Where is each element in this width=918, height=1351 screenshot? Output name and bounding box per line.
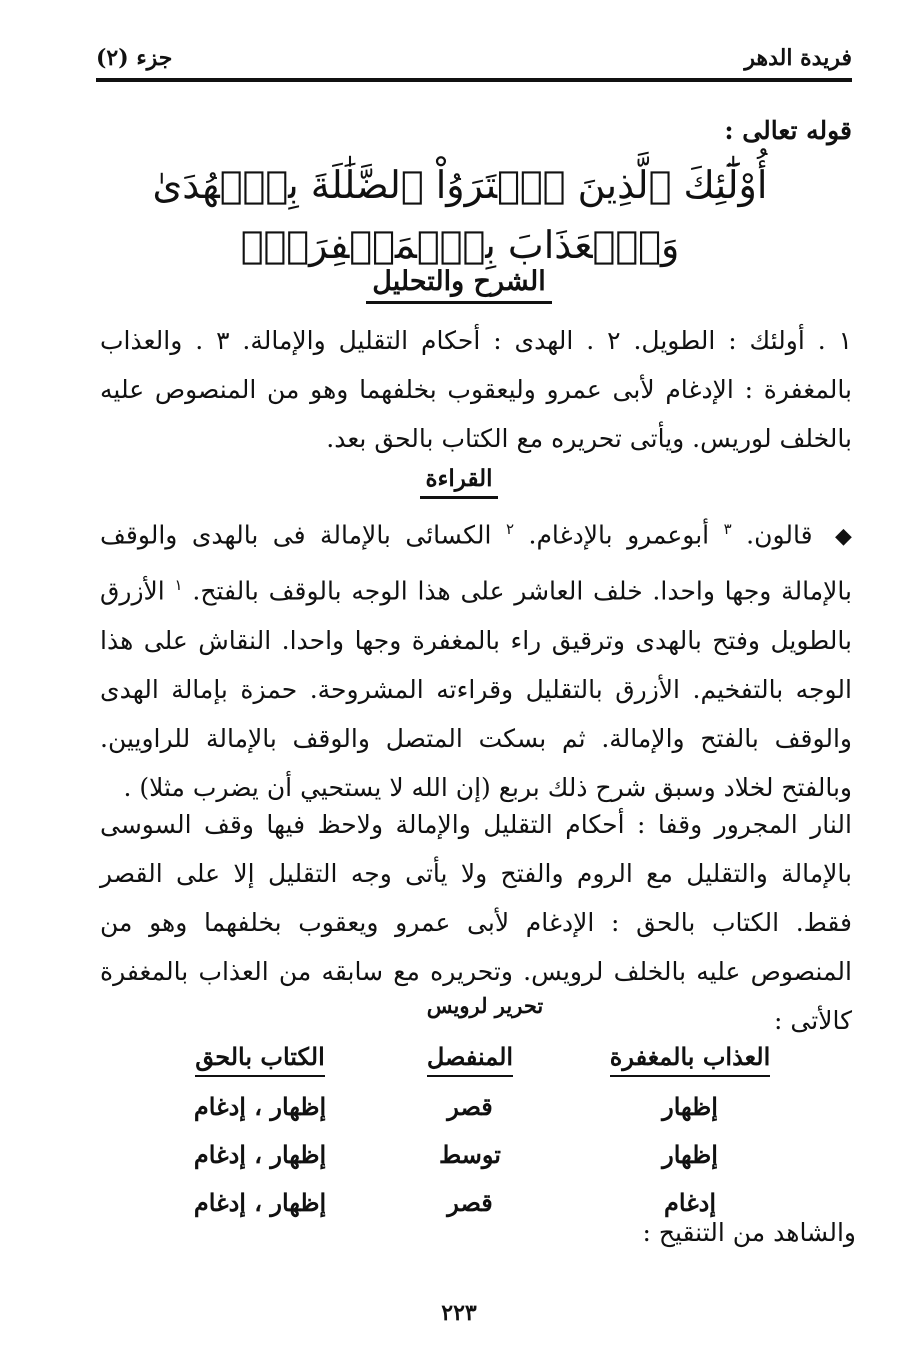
diamond-bullet-icon: ◆ bbox=[835, 524, 852, 550]
section-heading-explanation-text: الشرح والتحليل bbox=[366, 266, 551, 304]
table-cell: إظهار ، إدغام bbox=[193, 1187, 327, 1217]
table-cell: إظهار bbox=[662, 1091, 718, 1121]
header-text: الكتاب بالحق bbox=[195, 1042, 325, 1077]
table-caption: تحرير لرويس bbox=[426, 993, 544, 1018]
table-cell: إظهار bbox=[662, 1139, 718, 1169]
table-cell: إدغام bbox=[663, 1187, 717, 1217]
reading-paragraph bbox=[100, 505, 852, 812]
table-cell: قصر bbox=[447, 1091, 493, 1121]
intro-label: قوله تعالى : bbox=[724, 116, 852, 145]
table-cell: إظهار ، إدغام bbox=[193, 1091, 327, 1121]
table-header bbox=[150, 1042, 370, 1071]
book-title: فريدة الدهر bbox=[744, 45, 852, 71]
table-row bbox=[150, 1082, 810, 1130]
section-heading-reading bbox=[0, 465, 918, 492]
section-heading-explanation bbox=[0, 266, 918, 297]
table-cell: إظهار ، إدغام bbox=[193, 1139, 327, 1169]
note-paragraph: النار المجرور وقفا : أحكام التقليل والإمالة ولاحظ فيها وقف السوسى بالإمالة والتقليل مع الروم والفتح ولا يأتى وجه التقليل إلا على القصر فقط. الكتاب بالحق : الإدغام لأبى عمرو ويعقوب بخلفهما وهو من المنصوص عليه بالخلف لرويس. وتحريره مع سابقه من العذاب بالمغفرة كالأتى : bbox=[100, 810, 852, 1035]
reading-text-4: الأزرق بالطويل وفتح بالهدى وترقيق راء بالمغفرة وجها واحدا. النقاش على هذا الوجه بالتفخيم. الأزرق بالتقليل وقراءته المشروحة. حمزة بإمالة الهدى والوقف بالفتح والإمالة. ثم بسكت المتصل والوقف بالإمالة للراويين. وبالفتح لخلاد وسبق شرح ذلك بربع (إن الله لا يستحيي أن يضرب مثلا) . bbox=[100, 576, 852, 802]
reading-text-3: الكسائى بالإمالة فى بالهدى والوقف بالإمالة وجها واحدا. خلف العاشر على هذا الوجه بالوقف بالفتح. bbox=[100, 520, 852, 606]
reading-text-1: قالون. bbox=[746, 520, 813, 550]
footnote-marker-1: ١ bbox=[174, 576, 183, 595]
reading-text-2: أبوعمرو بالإدغام. bbox=[528, 520, 710, 550]
footnote-marker-2: ٢ bbox=[505, 520, 515, 538]
header-text: العذاب بالمغفرة bbox=[610, 1042, 771, 1077]
part-number: جزء (٢) bbox=[96, 45, 173, 71]
header-text: المنفصل bbox=[427, 1042, 513, 1077]
quran-verse: أُوْلَٰٓئِكَ ٱلَّذِينَ ٱشۡتَرَوُاْ ٱلضَّلَٰلَةَ بِٱلۡهُدَىٰ وَٱلۡعَذَابَ بِٱلۡمَغۡفِرَةِۚ bbox=[152, 163, 768, 267]
page-number: ٢٢٣ bbox=[441, 1300, 477, 1326]
running-header bbox=[96, 38, 852, 82]
closing-line: والشاهد من التنقيح : bbox=[642, 1218, 856, 1247]
section-heading-reading-text: القراءة bbox=[420, 465, 499, 499]
table-header-row bbox=[150, 1030, 810, 1082]
table-header bbox=[370, 1042, 570, 1071]
table-cell: توسط bbox=[439, 1139, 501, 1169]
explanation-paragraph: ١ . أولئك : الطويل. ٢ . الهدى : أحكام التقليل والإمالة. ٣ . والعذاب بالمغفرة : الإدغام لأبى عمرو وليعقوب بخلفهما وهو من المنصوص عليه بالخلف لوريس. ويأتى تحريره مع الكتاب بالحق بعد. bbox=[100, 326, 852, 453]
footnote-marker-3: ٣ bbox=[723, 520, 732, 538]
tahrir-table bbox=[150, 1030, 810, 1226]
table-row bbox=[150, 1130, 810, 1178]
table-cell: قصر bbox=[447, 1187, 493, 1217]
table-header bbox=[570, 1042, 810, 1071]
